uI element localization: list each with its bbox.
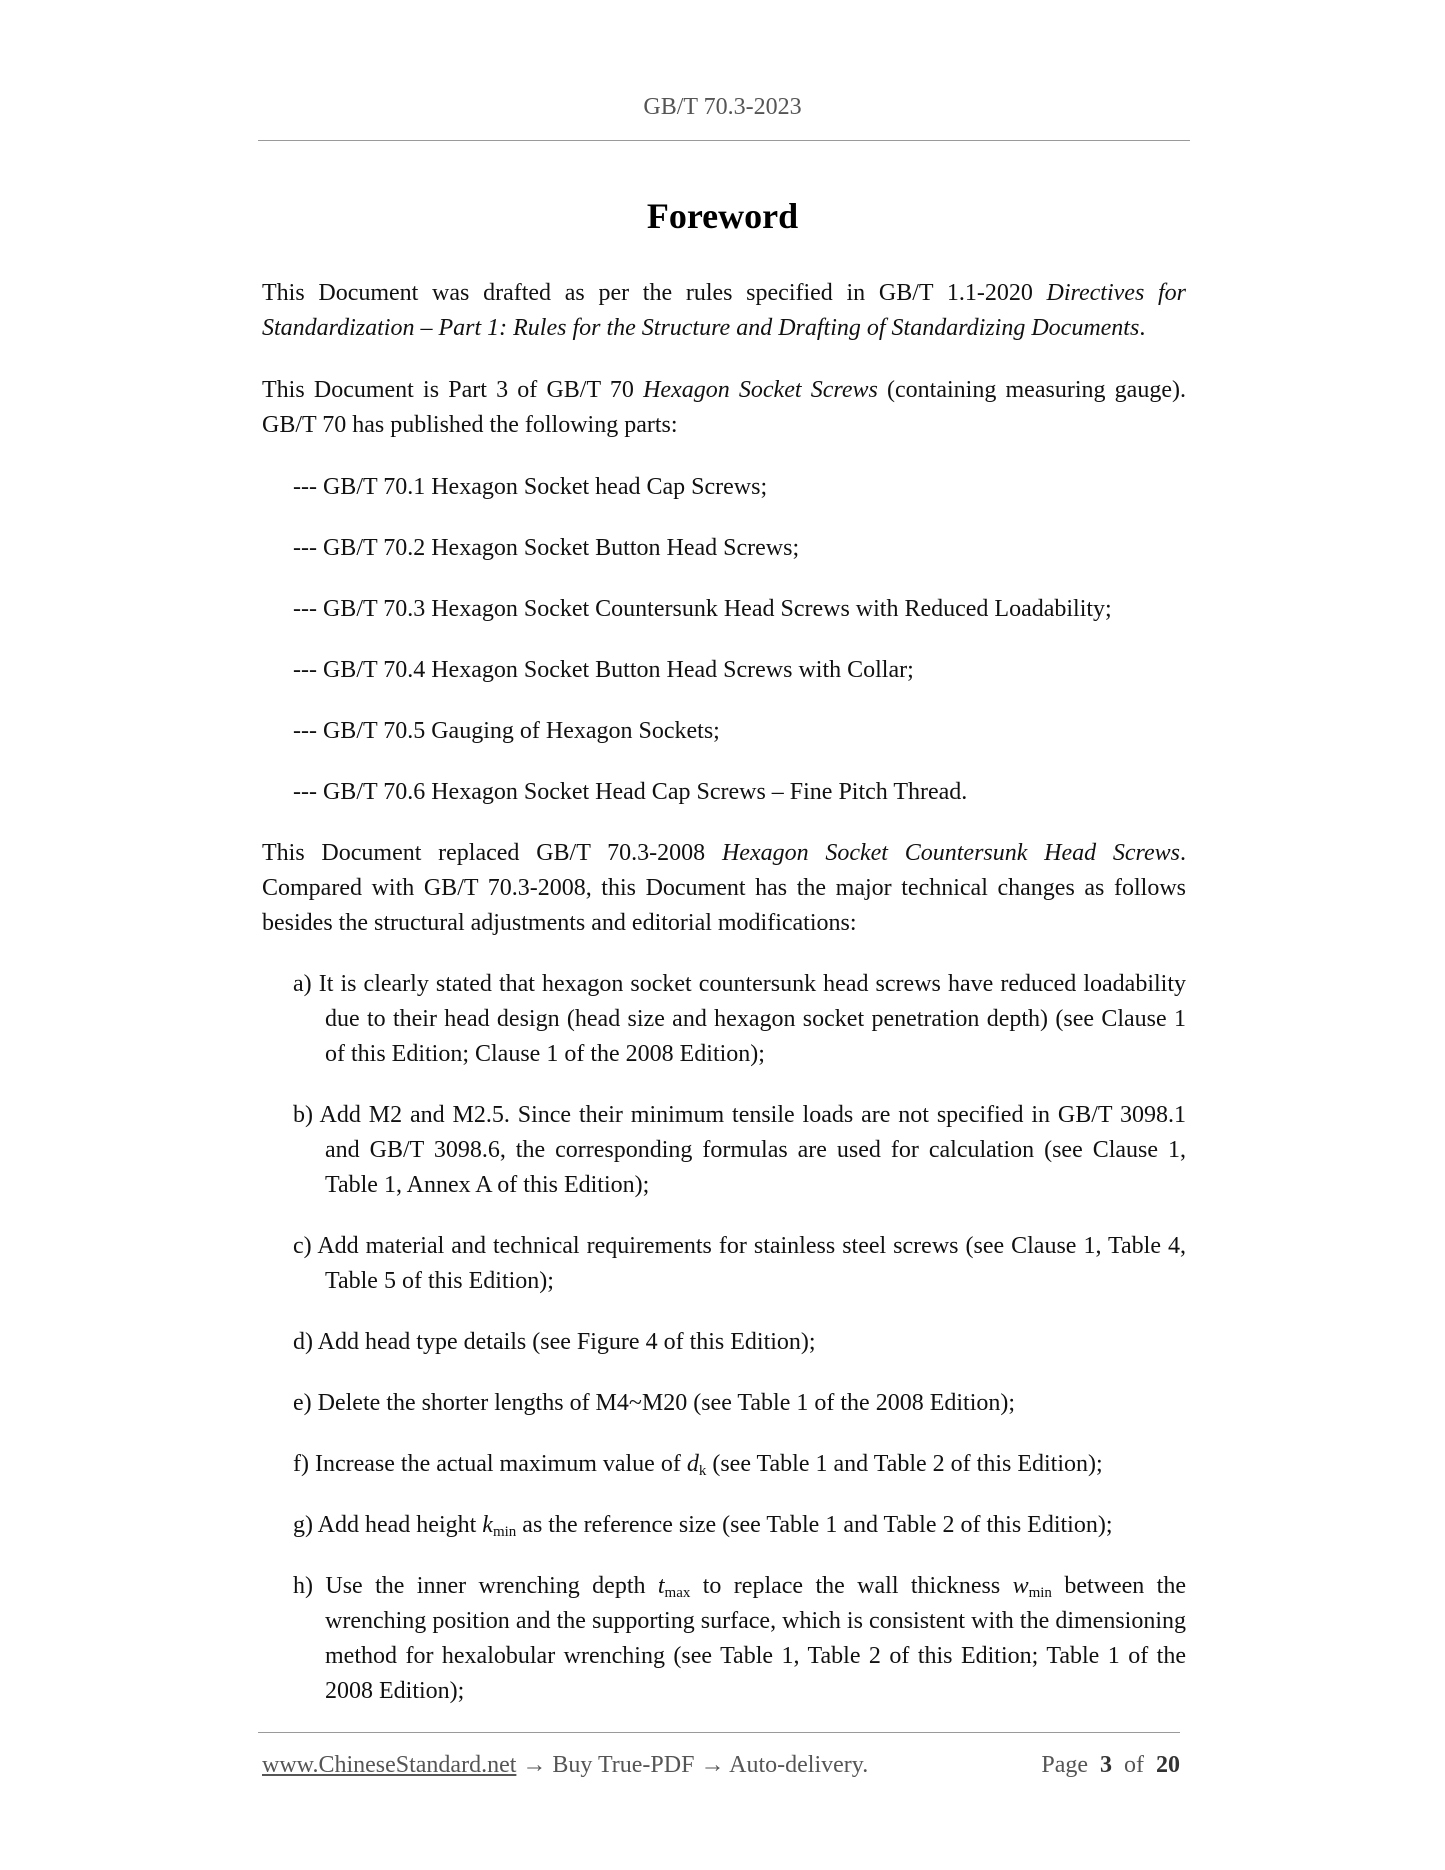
of-label: of xyxy=(1124,1752,1144,1778)
text-span: g) Add head height xyxy=(293,1512,483,1538)
text-span: h) Use the inner wrenching depth xyxy=(293,1573,658,1599)
delivery-text: Auto-delivery. xyxy=(729,1752,869,1778)
header-divider xyxy=(258,140,1190,141)
math-variable: t xyxy=(657,1573,665,1599)
change-item-g xyxy=(293,1508,1186,1543)
text-span: . xyxy=(1139,315,1146,341)
italic-title: Hexagon Socket Countersunk Head Screws xyxy=(721,840,1181,866)
math-subscript: min xyxy=(492,1524,517,1540)
change-item-f xyxy=(293,1447,1186,1482)
list-item-part: --- GB/T 70.5 Gauging of Hexagon Sockets; xyxy=(293,718,720,744)
change-item-e: e) Delete the shorter lengths of M4~M20 (see Table 1 of the 2008 Edition); xyxy=(293,1390,1016,1416)
text-span: f) Increase the actual maximum value of xyxy=(293,1451,687,1477)
change-item-b: b) Add M2 and M2.5. Since their minimum tensile loads are not specified in GB/T 3098.1 and GB/T 3098.6, the corresponding formulas are used for calculation (see Clause 1, Table 1, Annex A of this Edition); xyxy=(293,1102,1186,1198)
math-variable: d xyxy=(686,1451,699,1477)
list-item-part: --- GB/T 70.4 Hexagon Socket Button Head Screws with Collar; xyxy=(293,657,914,683)
footer-promo xyxy=(262,1752,868,1779)
math-subscript: max xyxy=(664,1585,691,1601)
paragraph-replacement xyxy=(262,836,1186,941)
list-item-part: --- GB/T 70.2 Hexagon Socket Button Head Screws; xyxy=(293,535,800,561)
text-span: This Document is Part 3 of GB/T 70 xyxy=(262,377,644,403)
change-item-c: c) Add material and technical requirements for stainless steel screws (see Clause 1, Table 4, Table 5 of this Edition); xyxy=(293,1233,1186,1294)
text-span: . Compared with GB/T 70.3-2008, this Document has the major technical changes as follows besides the structural adjustments and editorial modifications: xyxy=(262,840,1187,936)
text-span: This Document was drafted as per the rules specified in GB/T 1.1-2020 xyxy=(262,280,1047,306)
total-pages: 20 xyxy=(1156,1752,1180,1778)
math-subscript: k xyxy=(698,1463,707,1479)
text-span: as the reference size (see Table 1 and Table 2 of this Edition); xyxy=(516,1512,1113,1538)
footer-divider xyxy=(258,1732,1180,1733)
page-title: Foreword xyxy=(646,196,799,236)
text-span: to replace the wall thickness xyxy=(690,1573,1013,1599)
text-span: This Document replaced GB/T 70.3-2008 xyxy=(262,840,722,866)
running-header: GB/T 70.3-2023 xyxy=(643,94,802,120)
change-item-a: a) It is clearly stated that hexagon socket countersunk head screws have reduced loadability due to their head design (head size and hexagon socket penetration depth) (see Clause 1 of this Edition; Clause 1 of the 2008 Edition); xyxy=(293,971,1186,1067)
math-subscript: min xyxy=(1028,1585,1052,1601)
italic-title: Hexagon Socket Screws xyxy=(643,377,878,403)
text-span: between the wrenching position and the supporting surface, which is consistent with the dimensioning method for hexalobular wrenching (see Table 1, Table 2 of this Edition; Table 1 of the 2008 Edition); xyxy=(325,1573,1186,1704)
arrow-right-icon: → xyxy=(700,1752,725,1778)
arrow-right-icon: → xyxy=(522,1752,547,1778)
math-variable: k xyxy=(482,1512,493,1538)
text-span: (see Table 1 and Table 2 of this Edition); xyxy=(706,1451,1103,1477)
page-label: Page xyxy=(1041,1752,1088,1778)
list-item-part: --- GB/T 70.1 Hexagon Socket head Cap Screws; xyxy=(293,474,768,500)
italic-title: Directives for Standardization – Part 1: Rules for the Structure and Drafting of Standardizing Documents xyxy=(262,280,1186,341)
page-number xyxy=(1041,1752,1180,1779)
document-body xyxy=(262,276,1186,1709)
text-span: (containing measuring gauge). GB/T 70 has published the following parts: xyxy=(262,377,1186,438)
list-item-part: --- GB/T 70.6 Hexagon Socket Head Cap Screws – Fine Pitch Thread. xyxy=(293,779,968,805)
website-link[interactable]: www.ChineseStandard.net xyxy=(262,1752,517,1778)
math-variable: w xyxy=(1012,1573,1029,1599)
change-item-d: d) Add head type details (see Figure 4 of this Edition); xyxy=(293,1329,816,1355)
paragraph-drafting-rules xyxy=(262,276,1186,346)
buy-pdf-text: Buy True-PDF xyxy=(552,1752,695,1778)
current-page: 3 xyxy=(1100,1752,1112,1778)
list-item-part: --- GB/T 70.3 Hexagon Socket Countersunk Head Screws with Reduced Loadability; xyxy=(293,596,1112,622)
change-item-h xyxy=(293,1569,1186,1709)
paragraph-part-info xyxy=(262,373,1186,443)
